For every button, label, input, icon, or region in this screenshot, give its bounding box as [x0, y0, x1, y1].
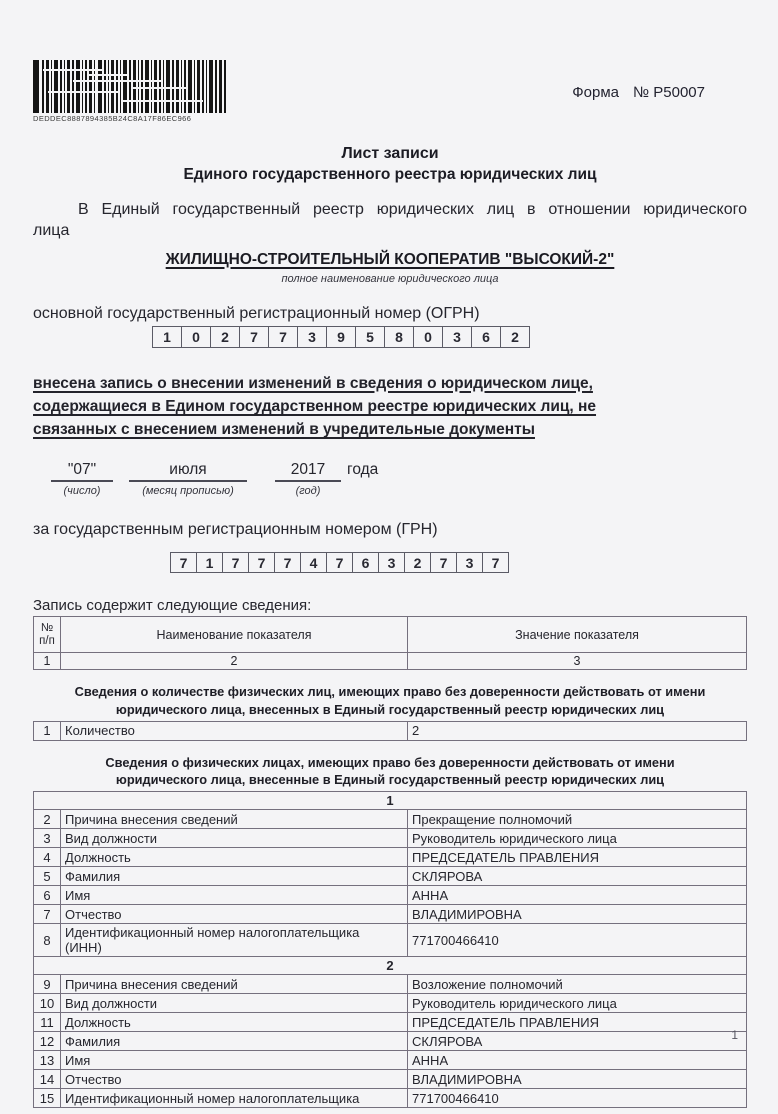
grn-digit: 2 — [404, 552, 431, 573]
grn-digit: 4 — [300, 552, 327, 573]
date-year-caption: (год) — [295, 485, 321, 498]
table-row — [34, 721, 747, 740]
row-value: 771700466410 — [408, 924, 747, 957]
ogrn-digit: 7 — [239, 326, 269, 348]
ogrn-digit: 0 — [413, 326, 443, 348]
row-label: Должность — [61, 1013, 408, 1032]
date-year-value: 2017 — [275, 461, 341, 482]
row-value: Прекращение полномочий — [408, 810, 747, 829]
header-colnum-2: 2 — [61, 653, 408, 670]
record-statement — [33, 372, 747, 442]
row-number: 5 — [34, 867, 61, 886]
row-number: 8 — [34, 924, 61, 957]
row-label: Идентификационный номер налогоплательщика — [61, 1089, 408, 1108]
header-colnum-3: 3 — [408, 653, 747, 670]
ogrn-digit: 7 — [268, 326, 298, 348]
intro-line-2: лица — [33, 221, 70, 239]
row-value: АННА — [408, 1051, 747, 1070]
date-day-block — [51, 461, 113, 497]
company-block — [33, 251, 747, 285]
table-row — [34, 886, 747, 905]
header-colnum-1: 1 — [34, 653, 61, 670]
title-line-1: Лист записи — [341, 145, 439, 162]
form-number: № Р50007 — [633, 84, 705, 101]
row-value: 2 — [408, 721, 747, 740]
header-cell-value: Значение показателя — [408, 617, 747, 653]
row-value: ПРЕДСЕДАТЕЛЬ ПРАВЛЕНИЯ — [408, 1013, 747, 1032]
row-label: Причина внесения сведений — [61, 810, 408, 829]
form-number-label — [572, 84, 705, 101]
row-label: Фамилия — [61, 867, 408, 886]
document-header — [33, 60, 747, 123]
row-value: Возложение полномочий — [408, 975, 747, 994]
table-row — [34, 1032, 747, 1051]
row-value: АННА — [408, 886, 747, 905]
date-day-value: "07" — [51, 461, 113, 482]
ogrn-digit: 6 — [471, 326, 501, 348]
row-number: 11 — [34, 1013, 61, 1032]
date-day-caption: (число) — [63, 485, 101, 498]
row-number: 13 — [34, 1051, 61, 1070]
statement-line-3: связанных с внесением изменений в учредительные документы — [33, 421, 535, 439]
row-number: 2 — [34, 810, 61, 829]
row-value: СКЛЯРОВА — [408, 1032, 747, 1051]
row-label: Количество — [61, 721, 408, 740]
row-label: Отчество — [61, 905, 408, 924]
row-label: Имя — [61, 886, 408, 905]
row-value: ВЛАДИМИРОВНА — [408, 905, 747, 924]
ogrn-digit: 9 — [326, 326, 356, 348]
date-month-block — [129, 461, 247, 497]
row-label: Причина внесения сведений — [61, 975, 408, 994]
row-number: 9 — [34, 975, 61, 994]
row-label: Вид должности — [61, 829, 408, 848]
record-contents-intro: Запись содержит следующие сведения: — [33, 597, 312, 615]
ogrn-digit: 0 — [181, 326, 211, 348]
row-number: 4 — [34, 848, 61, 867]
table-row — [34, 1051, 747, 1070]
table-row — [34, 1013, 747, 1032]
row-label: Идентификационный номер налогоплательщика (ИНН) — [61, 924, 408, 957]
ogrn-digit: 2 — [500, 326, 530, 348]
record-date — [51, 461, 747, 497]
row-number: 3 — [34, 829, 61, 848]
row-value: 771700466410 — [408, 1089, 747, 1108]
grn-digit: 3 — [378, 552, 405, 573]
statement-line-2: содержащиеся в Едином государственном реестре юридических лиц, не — [33, 397, 597, 415]
grn-label: за государственным регистрационным номером (ГРН) — [33, 521, 438, 539]
row-number: 6 — [34, 886, 61, 905]
table-row — [34, 1089, 747, 1108]
row-value: ПРЕДСЕДАТЕЛЬ ПРАВЛЕНИЯ — [408, 848, 747, 867]
row-label: Фамилия — [61, 1032, 408, 1051]
row-number: 1 — [34, 721, 61, 740]
table-row — [34, 924, 747, 957]
row-number: 14 — [34, 1070, 61, 1089]
table-row — [34, 829, 747, 848]
table-row — [34, 867, 747, 886]
barcode-image — [33, 60, 233, 113]
ogrn-digit-boxes — [153, 326, 747, 348]
row-value: ВЛАДИМИРОВНА — [408, 1070, 747, 1089]
header-cell-name: Наименование показателя — [61, 617, 408, 653]
row-number: 15 — [34, 1089, 61, 1108]
record-header-table — [33, 616, 747, 670]
ogrn-label: основной государственный регистрационный номер (ОГРН) — [33, 304, 480, 322]
ogrn-digit: 3 — [297, 326, 327, 348]
title-line-2: Единого государственного реестра юридических лиц — [183, 165, 597, 183]
ogrn-digit: 2 — [210, 326, 240, 348]
group2-header: 2 — [34, 957, 747, 975]
row-value: Руководитель юридического лица — [408, 829, 747, 848]
row-value: Руководитель юридического лица — [408, 994, 747, 1013]
ogrn-digit: 8 — [384, 326, 414, 348]
grn-digit: 7 — [222, 552, 249, 573]
date-month-value: июля — [129, 461, 247, 482]
row-label: Вид должности — [61, 994, 408, 1013]
grn-digit: 7 — [170, 552, 197, 573]
grn-digit-boxes — [171, 552, 747, 573]
grn-digit: 7 — [326, 552, 353, 573]
grn-digit: 6 — [352, 552, 379, 573]
row-value: СКЛЯРОВА — [408, 867, 747, 886]
row-number: 7 — [34, 905, 61, 924]
barcode-caption: DEDDEC8887894385B24C8A17F86EC966 — [33, 114, 192, 123]
ogrn-digit: 5 — [355, 326, 385, 348]
grn-digit: 7 — [274, 552, 301, 573]
row-number: 10 — [34, 994, 61, 1013]
intro-paragraph — [33, 201, 747, 240]
grn-digit: 1 — [196, 552, 223, 573]
group1-header: 1 — [34, 792, 747, 810]
intro-line-1: В Единый государственный реестр юридических лиц в отношении юридического — [78, 200, 747, 218]
table-row — [34, 848, 747, 867]
date-month-caption: (месяц прописью) — [142, 485, 234, 498]
company-name-caption: полное наименование юридического лица — [281, 272, 499, 285]
section1-table — [33, 721, 747, 741]
statement-line-1: внесена запись о внесении изменений в сведения о юридическом лице, — [33, 374, 593, 392]
date-year-block — [275, 461, 378, 497]
ogrn-digit: 1 — [152, 326, 182, 348]
row-label: Должность — [61, 848, 408, 867]
grn-digit: 3 — [456, 552, 483, 573]
section1-heading: Сведения о количестве физических лиц, имеющих право без доверенности действовать от имени юридического лица, внесенных в Единый государственный реестр юридических лиц — [74, 684, 706, 717]
group-header-row — [34, 792, 747, 810]
section2-heading: Сведения о физических лицах, имеющих право без доверенности действовать от имени юридического лица, внесенные в Единый государственный реестр юридических лиц — [105, 754, 675, 788]
header-cell-num: № п/п — [34, 617, 61, 653]
section2-table — [33, 791, 747, 1108]
row-label: Отчество — [61, 1070, 408, 1089]
ogrn-digit: 3 — [442, 326, 472, 348]
grn-digit: 7 — [482, 552, 509, 573]
grn-digit: 7 — [430, 552, 457, 573]
table-row — [34, 1070, 747, 1089]
row-label: Имя — [61, 1051, 408, 1070]
table-row — [34, 994, 747, 1013]
document-title — [33, 143, 747, 186]
table-row — [34, 810, 747, 829]
table-row — [34, 975, 747, 994]
table-row — [34, 905, 747, 924]
row-number: 12 — [34, 1032, 61, 1051]
form-word: Форма — [572, 84, 620, 101]
page-number: 1 — [731, 1028, 738, 1042]
date-year-suffix: года — [347, 461, 379, 479]
company-name: ЖИЛИЩНО-СТРОИТЕЛЬНЫЙ КООПЕРАТИВ "ВЫСОКИЙ-2" — [165, 250, 615, 268]
group-header-row — [34, 957, 747, 975]
barcode-block — [33, 60, 243, 123]
grn-digit: 7 — [248, 552, 275, 573]
